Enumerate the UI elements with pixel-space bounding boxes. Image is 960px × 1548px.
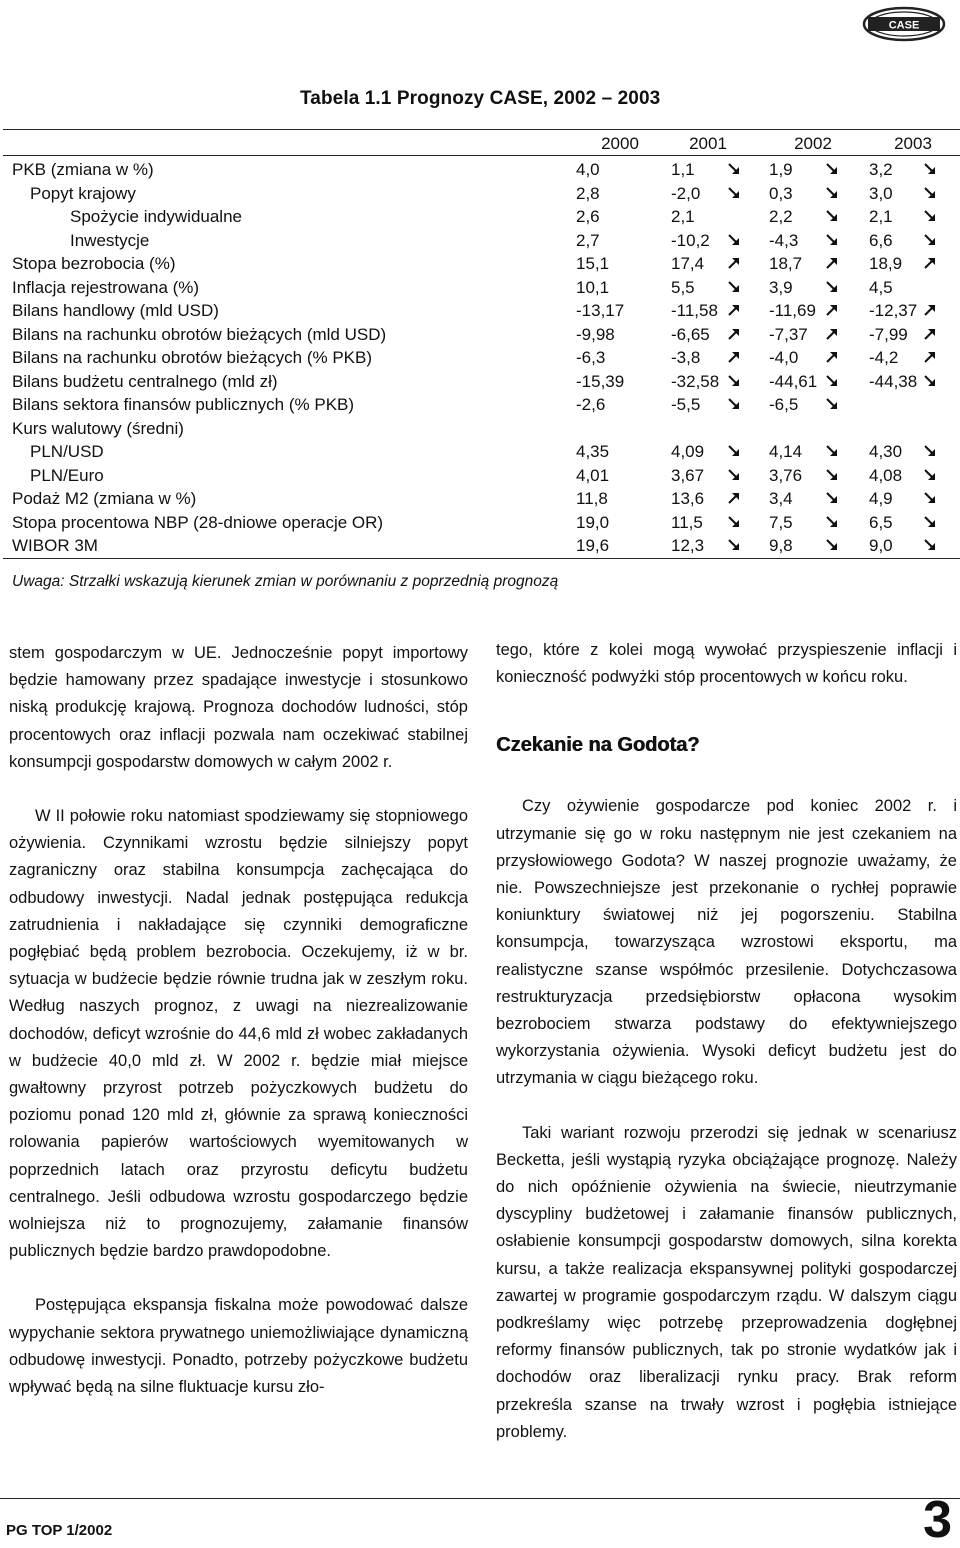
cell-value: 17,4 [671,254,705,273]
footer-rule [0,1498,960,1499]
table-cell [576,158,600,182]
paragraph: Postępująca ekspansja fiskalna może powodować dalsze wypychanie sektora prywatnego uniemożliwiające dynamiczną odbudowę inwestycji. Ponadto, potrzeby pożyczkowe budżetu wpływać będą na silne fluktuacje kursu zło- [9,1296,468,1397]
table-row [3,276,960,300]
row-label: Spożycie indywidualne [70,207,242,226]
table-cell [576,534,609,558]
table-cell [869,370,917,394]
cell-value: 2,1 [869,207,893,226]
cell-value: 3,0 [869,183,893,203]
table-cell [671,464,704,488]
cell-value: -6,5 [769,395,799,414]
row-label: PLN/USD [30,442,104,461]
case-logo [862,6,946,42]
table-cell [576,370,624,394]
arrow-down-right-icon [825,491,839,505]
row-label: Bilans sektora finansów publicznych (% PKB) [12,395,355,414]
arrow-down-right-icon [825,468,839,482]
row-label: Stopa procentowa NBP (28-dniowe operacje OR) [12,512,384,532]
cell-value: 1,9 [769,160,793,179]
svg-text:CASE: CASE [888,19,920,32]
table-cell [769,323,808,347]
table-cell [576,464,609,488]
arrow-down-right-icon [825,397,839,411]
arrow-up-right-icon [825,350,839,364]
cell-value: 18,7 [769,254,803,273]
forecast-table [3,129,960,559]
cell-value: 11,5 [671,512,703,532]
table-cell [769,370,817,394]
row-label: WIBOR 3M [12,536,98,555]
cell-value: -32,58 [671,371,720,391]
table-cell [869,229,893,253]
cell-value: 19,0 [576,512,610,532]
arrow-up-right-icon [727,256,741,270]
table-row [3,182,960,206]
cell-value: -5,5 [671,395,701,414]
table-cell [769,252,802,276]
table-cell [869,511,893,535]
table-row [3,487,960,511]
table-cell [769,158,793,182]
table-cell [576,440,609,464]
arrow-down-right-icon [727,538,741,552]
table-cell [671,511,703,535]
arrow-down-right-icon [825,233,839,247]
cell-value: 3,9 [769,277,793,297]
table-cell [576,487,608,511]
table-cell [769,299,816,323]
arrow-up-right-icon [923,303,937,317]
row-label: Podaż M2 (zmiana w %) [12,489,197,508]
arrow-down-right-icon [727,233,741,247]
table-cell [769,393,798,417]
cell-value: 18,9 [869,254,903,273]
table-row [3,323,960,347]
table-cell [769,276,793,300]
table-cell [576,346,605,370]
row-label: Bilans handlowy (mld USD) [12,301,219,320]
row-label: PKB (zmiana w %) [12,160,154,179]
paragraph: stem gospodarczym w UE. Jednocześnie popyt importowy będzie hamowany przez spadające inwestycje i stosunkowo niską produkcję krajową. Prognoza dochodów ludności, stóp procentowych oraz inflacji pozwala nam oczekiwać stabilnej konsumpcji gospodarstw domowych w całym 2002 r. [9,644,468,771]
cell-value: -6,3 [576,348,606,367]
cell-value: -2,6 [576,395,606,414]
arrow-down-right-icon [727,515,741,529]
table-cell [576,252,609,276]
cell-value: 2,6 [576,207,600,226]
arrow-down-right-icon [727,468,741,482]
cell-value: 6,5 [869,512,893,532]
cell-value: 13,6 [671,489,705,508]
table-row [3,370,960,394]
cell-value: 4,0 [576,160,600,179]
cell-value: -7,99 [869,324,908,344]
arrow-down-right-icon [923,538,937,552]
table-cell [769,346,798,370]
table-cell [671,252,704,276]
table-cell [869,276,893,300]
table-cell [671,487,704,511]
table-cell [671,323,710,347]
arrow-down-right-icon [923,233,937,247]
table-cell [576,229,600,253]
cell-value: 2,8 [576,183,600,203]
table-row [3,229,960,253]
cell-value: -4,2 [869,348,899,367]
table-title: Tabela 1.1 Prognozy CASE, 2002 – 2003 [300,88,661,109]
arrow-up-right-icon [727,327,741,341]
cell-value: -15,39 [576,371,625,391]
table-cell [576,276,609,300]
table-cell [769,464,802,488]
table-cell [869,487,893,511]
arrow-down-right-icon [923,491,937,505]
table-cell [869,346,898,370]
table-row [3,511,960,535]
cell-value: 15,1 [576,254,610,273]
table-note: Uwaga: Strzałki wskazują kierunek zmian w porównaniu z poprzednią prognozą [12,573,559,590]
case-logo-icon [862,6,946,42]
table-cell [576,323,615,347]
cell-value: 9,0 [869,536,893,555]
table-cell [671,370,719,394]
table-cell [869,440,902,464]
cell-value: -11,69 [769,301,816,320]
cell-value: 10,1 [576,277,610,297]
cell-value: 11,8 [576,489,608,508]
table-cell [869,464,902,488]
cell-value: 2,7 [576,230,600,250]
cell-value: -4,3 [769,230,799,250]
table-cell [869,534,893,558]
table-cell [576,299,624,323]
row-label: Bilans budżetu centralnego (mld zł) [12,371,278,391]
arrow-down-right-icon [923,374,937,388]
arrow-down-right-icon [727,374,741,388]
cell-value: 9,8 [769,536,793,555]
table-cell [671,276,695,300]
cell-value: 4,08 [869,465,903,485]
row-label: Inflacja rejestrowana (%) [12,277,200,297]
right-column [496,637,957,1446]
table-row [3,464,960,488]
cell-value: 3,67 [671,465,705,485]
arrow-down-right-icon [923,162,937,176]
arrow-up-right-icon [727,491,741,505]
cell-value: 2,1 [671,207,695,226]
table-cell [869,205,893,229]
cell-value: 1,1 [671,160,695,179]
cell-value: -4,0 [769,348,799,367]
table-cell [671,182,700,206]
table-cell [869,252,902,276]
row-label: Popyt krajowy [30,183,136,203]
arrow-down-right-icon [825,209,839,223]
year-header: 2003 [894,134,932,153]
cell-value: 19,6 [576,536,610,555]
table-row [3,440,960,464]
table-header [3,130,960,156]
arrow-up-right-icon [825,327,839,341]
arrow-up-right-icon [923,256,937,270]
arrow-up-right-icon [923,327,937,341]
cell-value: 4,14 [769,442,803,461]
arrow-down-right-icon [727,397,741,411]
arrow-up-right-icon [825,303,839,317]
cell-value: 4,9 [869,489,893,508]
table-row [3,205,960,229]
table-cell [769,182,793,206]
cell-value: -6,65 [671,324,710,344]
arrow-down-right-icon [825,186,839,200]
row-label: Bilans na rachunku obrotów bieżących (mld USD) [12,324,387,344]
table-row [3,158,960,182]
row-label: PLN/Euro [30,465,104,485]
section-heading: Czekanie na Godota? [496,734,700,757]
cell-value: -11,58 [671,301,718,320]
table-cell [671,158,695,182]
cell-value: 2,2 [769,207,793,226]
table-cell [869,323,908,347]
table-cell [576,511,609,535]
cell-value: 4,35 [576,442,610,461]
arrow-down-right-icon [923,209,937,223]
table-cell [671,393,700,417]
cell-value: -7,37 [769,324,808,344]
cell-value: -3,8 [671,348,701,367]
arrow-down-right-icon [727,186,741,200]
table-cell [769,205,793,229]
arrow-down-right-icon [727,162,741,176]
row-label: Bilans na rachunku obrotów bieżących (% PKB) [12,348,373,367]
cell-value: 4,01 [576,465,610,485]
cell-value: 0,3 [769,183,793,203]
cell-value: -12,37 [869,301,918,320]
table-cell [671,299,718,323]
cell-value: -44,38 [869,371,918,391]
arrow-down-right-icon [825,374,839,388]
table-row [3,393,960,417]
cell-value: -44,61 [769,371,818,391]
arrow-down-right-icon [923,468,937,482]
cell-value: -13,17 [576,301,625,320]
table-cell [576,393,605,417]
table-cell [576,182,600,206]
cell-value: 3,76 [769,465,803,485]
paragraph: tego, które z kolei mogą wywołać przyspieszenie inflacji i konieczność podwyżki stóp procentowych w końcu roku. [496,641,957,687]
cell-value: -10,2 [671,230,710,250]
paragraph: Czy ożywienie gospodarcze pod koniec 2002 r. i utrzymanie się go w roku następnym nie jest czekaniem na przysłowiowego Godota? W naszej prognozie uważamy, że nie. Powszechniejsze jest przekonanie o rychłej poprawie koniunktury światowej niż jej pogorszeniu. Stabilna konsumpcja, towarzysząca wzrostowi eksportu, ma realistyczne szanse współmóc przesilenie. Dotychczasowa restrukturyzacja przedsiębiorstw opłacona wysokim bezrobociem stwarza podstawy do efektywniejszego wykorzystania ożywienia. Wysoki deficyt budżetu jest do utrzymania w ciągu bieżącego roku. [496,797,957,1088]
page-number: 3 [923,1491,952,1548]
cell-value: 4,09 [671,442,705,461]
table-row [3,534,960,558]
arrow-up-right-icon [727,303,741,317]
table-row [3,252,960,276]
row-label: Stopa bezrobocia (%) [12,254,176,273]
table-cell [769,229,798,253]
cell-value: -9,98 [576,324,615,344]
arrow-down-right-icon [727,280,741,294]
left-column [9,640,468,1401]
table-row [3,299,960,323]
table-cell [869,182,893,206]
cell-value: 5,5 [671,277,695,297]
arrow-up-right-icon [727,350,741,364]
cell-value: 4,5 [869,277,893,297]
row-label: Inwestycje [70,230,150,250]
table-row [3,346,960,370]
arrow-down-right-icon [923,515,937,529]
table-cell [869,299,917,323]
table-cell [576,205,600,229]
table-cell [769,511,793,535]
arrow-up-right-icon [825,256,839,270]
year-header: 2002 [794,134,832,153]
table-cell [671,229,710,253]
table-cell [869,158,893,182]
paragraph: W II połowie roku natomiast spodziewamy się stopniowego ożywienia. Czynnikami wzrostu będzie silniejszy popyt zagraniczny oraz stabilna konsumpcja zachęcająca do odbudowy inwestycji. Nadal jednak postępująca redukcja zatrudnienia i nakładające się czynniki demograficzne pogłębiać będą problem bezrobocia. Oczekujemy, iż w br. sytuacja w budżecie będzie równie trudna jak w zeszłym roku. Według naszych prognoz, z uwagi na niezrealizowanie dochodów, deficyt wzrośnie do 44,6 mld zł wobec zakładanych w budżecie 40,0 mld zł. W 2002 r. będzie miał miejsce gwałtowny przyrost potrzeb pożyczkowych budżetu do poziomu ponad 120 mld zł, głównie za sprawą konieczności rolowania papierów wartościowych wyemitowanych w poprzednich latach oraz przyrostu deficytu budżetu centralnego. Jeśli odbudowa wzrostu gospodarczego będzie wolniejsza niż to prognozujemy, załamanie finansów publicznych będzie bardzo prawdopodobne. [9,807,468,1261]
arrow-down-right-icon [825,280,839,294]
cell-value: 6,6 [869,230,893,250]
arrow-down-right-icon [923,444,937,458]
table-cell [671,534,704,558]
arrow-up-right-icon [923,350,937,364]
table-cell [769,487,793,511]
cell-value: 4,30 [869,442,903,461]
table-cell [769,440,802,464]
table-cell [671,205,695,229]
table-body [3,158,960,558]
table-cell [671,440,704,464]
arrow-down-right-icon [825,515,839,529]
table-cell [769,534,793,558]
cell-value: -2,0 [671,183,701,203]
publication-name: PG TOP 1/2002 [6,1522,113,1539]
year-header: 2001 [689,134,727,153]
cell-value: 7,5 [769,512,793,532]
table-bottom-rule [3,558,960,559]
arrow-down-right-icon [825,162,839,176]
cell-value: 3,2 [869,160,893,179]
arrow-down-right-icon [825,444,839,458]
arrow-down-right-icon [727,444,741,458]
year-header: 2000 [601,134,639,153]
arrow-down-right-icon [825,538,839,552]
cell-value: 3,4 [769,489,793,508]
table-row [3,417,960,441]
table-cell [671,346,700,370]
paragraph: Taki wariant rozwoju przerodzi się jednak w scenariusz Becketta, jeśli wystąpią ryzyka obciążające prognozę. Należy do nich opóźnienie ożywienia na świecie, nieutrzymanie dyscypliny budżetowej i załamanie finansów publicznych, osłabienie konsumpcji gospodarstw domowych, silna korekta kursu, a także realizacja ekspansywnej polityki gospodarczej zawartej w programie gospodarczym rządu. W dalszym ciągu podkreślamy więc potrzebę przeprowadzenia dogłębnej reformy finansów publicznych, tak po stronie wydatków jak i dochodów oraz liberalizacji rynku pracy. Brak reform przekreśla szanse na trwały wzrost i pogłębia istniejące problemy. [496,1123,957,1441]
arrow-down-right-icon [923,186,937,200]
row-label: Kurs walutowy (średni) [12,418,184,438]
cell-value: 12,3 [671,536,705,555]
